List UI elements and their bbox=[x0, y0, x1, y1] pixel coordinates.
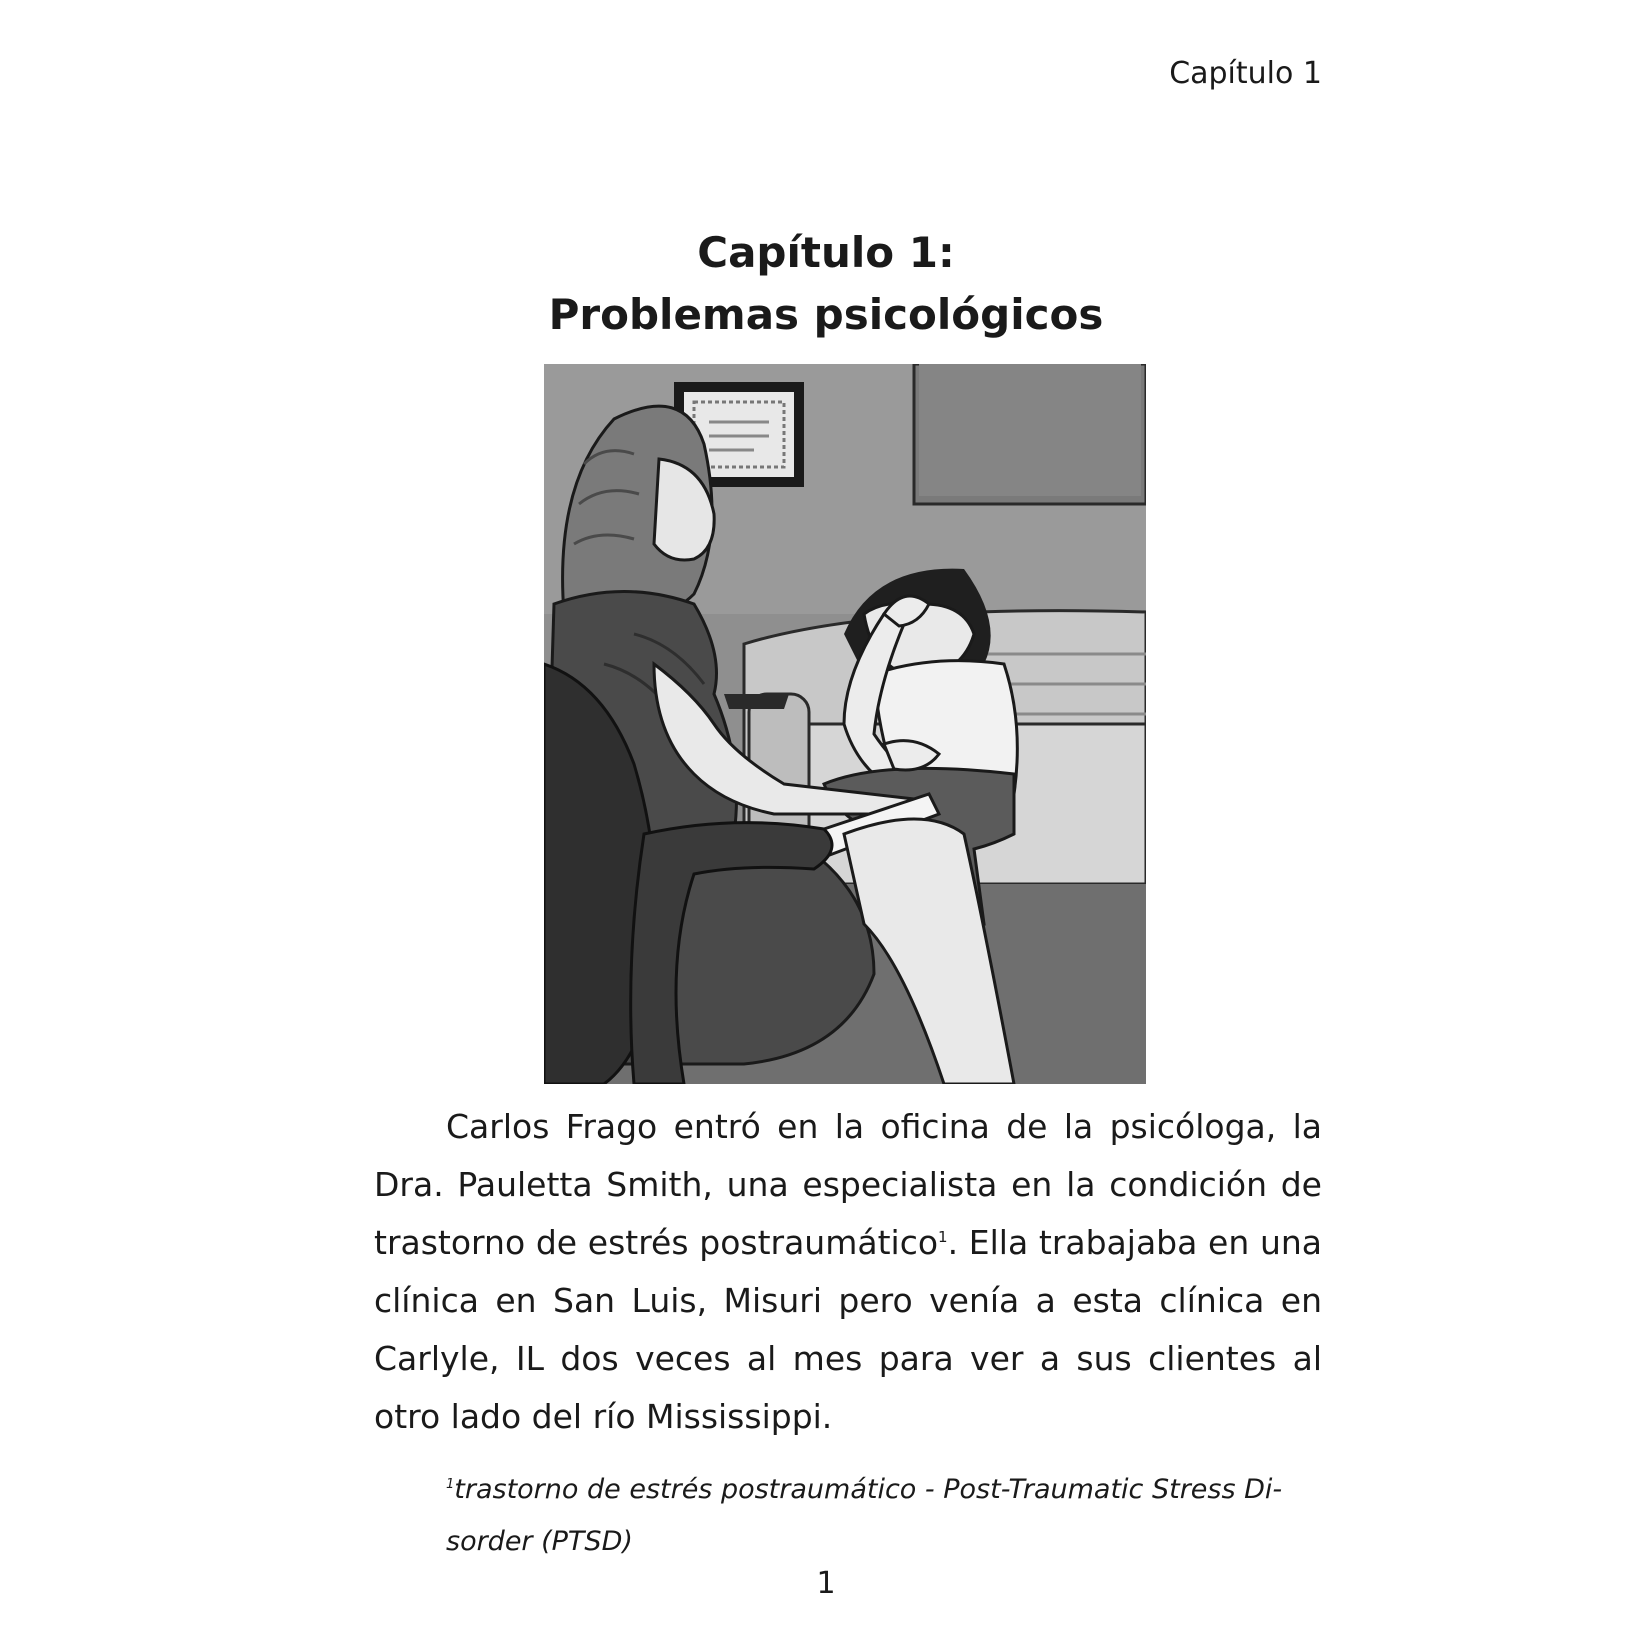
footnote bbox=[446, 1464, 1322, 1568]
footnote-line-2: sorder (PTSD) bbox=[446, 1526, 633, 1557]
therapy-session-illustration bbox=[544, 364, 1146, 1084]
footnote-reference: 1 bbox=[938, 1228, 948, 1246]
body-text-part-2: . Ella trabajaba en una clínica en San Luis, Misuri pero venía a esta clínica en Carlyle, IL dos veces al mes para ver a sus clientes al otro lado del río Mississippi. bbox=[374, 1223, 1323, 1436]
body-paragraph-text bbox=[374, 1098, 1322, 1446]
chapter-title bbox=[0, 222, 1652, 346]
page-number: 1 bbox=[816, 1566, 836, 1601]
footnote-line-1: trastorno de estrés postraumático - Post-Traumatic Stress Di- bbox=[454, 1474, 1283, 1505]
running-header: Capítulo 1 bbox=[1169, 56, 1322, 91]
body-paragraph bbox=[374, 1098, 1322, 1446]
chapter-title-line-2: Problemas psicológicos bbox=[548, 290, 1104, 339]
illustration-svg bbox=[544, 364, 1146, 1084]
body-text-part-1: Carlos Frago entró en la oficina de la psicóloga, la Dra. Pauletta Smith, una especialista en la condición de trastorno de estrés postraumático bbox=[374, 1107, 1322, 1262]
footnote-marker: 1 bbox=[446, 1477, 455, 1492]
chapter-title-line-1: Capítulo 1: bbox=[697, 228, 955, 277]
